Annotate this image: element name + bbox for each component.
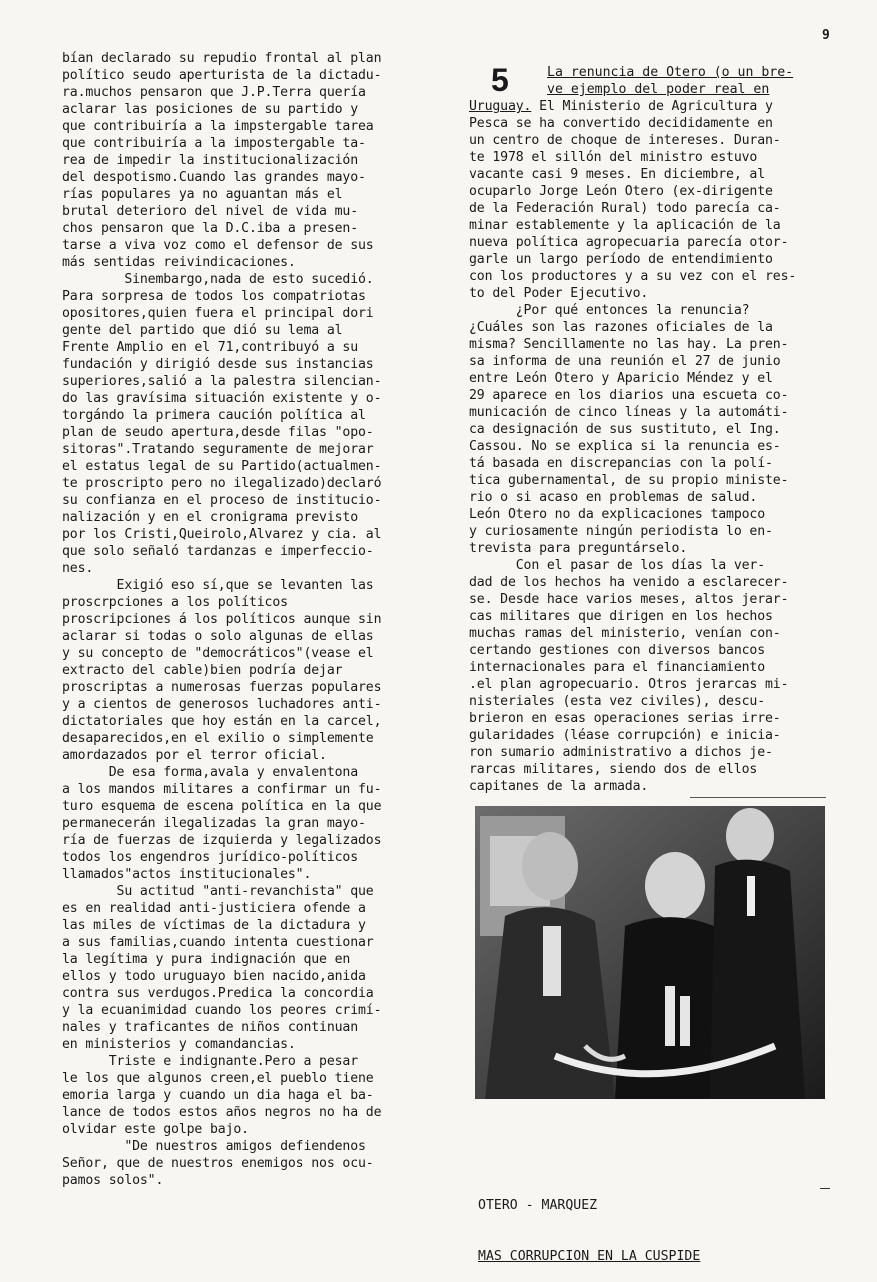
section-number: 5 xyxy=(491,62,509,98)
left-paragraph-7: "De nuestros amigos defiendenos Señor, que de nuestros enemigos nos ocu- pamos solos". xyxy=(62,1139,374,1188)
margin-dash xyxy=(820,1188,830,1189)
right-paragraph-3: Con el pasar de los días la ver- dad de los hechos ha venido a esclarecer- se. Desde hace varios meses, altos jerar- cas militares que dirigen en los hechos muchas ramas del ministerio, venían con- certando gestiones con diversos bancos internacionales para el financiamiento .el plan agropecuario. Otros jerarcas mi- nisteriales (esta vez civiles), descu- brieron en esas operaciones serias irre- gularidades (léase corrupción) e inicia- ron sumario administrativo a dichos je- rarcas militares, siendo dos de ellos capitanes de la armada. xyxy=(469,558,789,794)
photo-illustration xyxy=(475,806,825,1099)
left-paragraph-4: De esa forma,avala y envalentona a los mandos militares a confirmar un fu- turo esquema de escena política en la que permanecerán ilegalizadas la gran mayo- ría de fuerzas de izquierda y legalizados todos los engendros jurídico-políticos llamados"actos institucionales". xyxy=(62,765,382,882)
caption-line-2: MAS CORRUPCION EN LA CUSPIDE xyxy=(478,1249,701,1264)
right-paragraph-1-text: El Ministerio de Agricultura y Pesca se ha convertido decididamente en un centro de choque de intereses. Duran- te 1978 el sillón del ministro estuvo vacante casi 9 meses. En diciembre, al ocuparlo Jorge León Otero (ex-dirigente de la Federación Rural) todo parecía ca- minar establemente y la aplicación de la nueva política agropecuaria parecía otor- garle un largo período de entendimiento con los productores y a su vez con el res- to del Poder Ejecutivo. xyxy=(469,99,797,301)
section-title-line-2: ve ejemplo del poder real en xyxy=(547,82,770,97)
section-title-line-3: Uruguay. xyxy=(469,99,532,114)
caption-line-1: OTERO - MARQUEZ xyxy=(478,1198,598,1213)
left-paragraph-3: Exigió eso sí,que se levanten las proscrpciones a los políticos proscripciones á los políticos aunque sin aclarar si todas o solo algunas de ellas y su concepto de "democráticos"(vease el extracto del cable)bien podría dejar proscriptas a numerosas fuerzas populares y a cientos de generosos luchadores anti- dictatoriales que hoy están en la carcel, desaparecidos,en el exilio o simplemente amordazados por el terror oficial. xyxy=(62,578,382,763)
left-paragraph-2: Sinembargo,nada de esto sucedió. Para sorpresa de todos los compatriotas opositores,quien fuera el principal dori gente del partido que dió su lema al Frente Amplio en el 71,contribuyó a su fundación y dirigió desde sus instancias superiores,salió a la palestra silencian- do las gravísima situación existente y o- torgándo la primera caución política al plan de seudo apertura,desde filas "opo- sitoras".Tratando seguramente de mejorar el estatus legal de su Partido(actualmen- te proscripto pero no ilegalizado)declaró su confianza en el proceso de institucio- nalización y en el cronigrama previsto por los Cristi,Queirolo,Alvarez y cia. al que solo señaló tardanzas e imperfeccio- nes. xyxy=(62,272,382,576)
news-photo xyxy=(475,806,825,1099)
right-paragraph-1 xyxy=(469,98,824,302)
photo-caption xyxy=(478,1163,700,1282)
right-paragraph-2: ¿Por qué entonces la renuncia? ¿Cuáles son las razones oficiales de la misma? Sencillamente no las hay. La pren- sa informa de una reunión el 27 de junio entre León Otero y Aparicio Méndez y el 29 aparece en los diarios una escueta co- municación de cinco líneas y la automáti- ca designación de sus sustituto, el Ing. Cassou. No se explica si la renuncia es- tá basada en discrepancias con la polí- tica gubernamental, de su propio ministe- rio o si acaso en problemas de salud. León Otero no da explicaciones tampoco y curiosamente ningún periodista lo en- trevista para preguntárselo. xyxy=(469,303,789,556)
left-column xyxy=(62,50,424,1189)
section-title-line-1: La renuncia de Otero (o un bre- xyxy=(547,65,794,80)
left-paragraph-6: Triste e indignante.Pero a pesar le los que algunos creen,el pueblo tiene emoria larga y cuando un dia haga el ba- lance de todos estos años negros no ha de olvidar este golpe bajo. xyxy=(62,1054,382,1137)
right-column xyxy=(469,62,824,795)
page-number: 9 xyxy=(822,28,830,43)
left-paragraph-1: bían declarado su repudio frontal al plan político seudo aperturista de la dictadu- ra.muchos pensaron que J.P.Terra quería aclarar las posiciones de su partido y que contribuiría a la impstergable tarea que contribuiría a la impostergable ta- rea de impedir la institucionalización del despotismo.Cuando las grandes mayo- rías populares ya no aguantan más el brutal deterioro del nivel de vida mu- chos pensaron que la D.C.iba a presen- tarse a viva voz como el defensor de sus más sentidas reivindicaciones. xyxy=(62,51,382,270)
photo-top-rule xyxy=(690,797,826,798)
section-heading xyxy=(469,62,824,114)
left-paragraph-5: Su actitud "anti-revanchista" que es en realidad anti-justiciera ofende a las miles de víctimas de la dictadura y a sus familias,cuando intenta cuestionar la legítima y pura indignación que en ellos y todo uruguayo bien nacido,anida contra sus verdugos.Predica la concordia y la ecuanimidad cuando los peores crimí- nales y traficantes de niños continuan en ministerios y comandancias. xyxy=(62,884,382,1052)
